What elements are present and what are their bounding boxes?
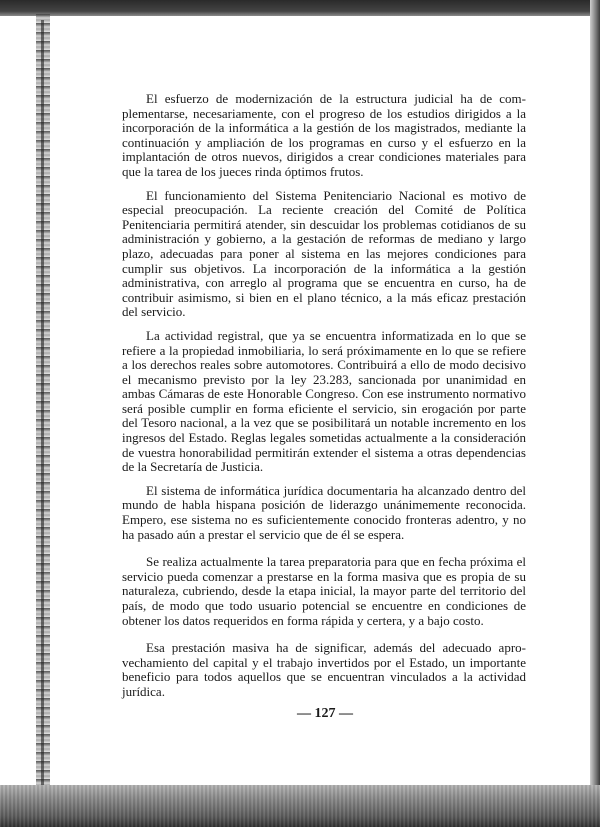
paragraph-preparatory-task: Se realiza actualmente la tarea preparatoria para que en fecha próxima el servicio pueda comenzar a prestarse en la forma masiva que es propia de su naturaleza, cubriendo, desde la etapa inicial, la mayor parte del territorio del país, de modo que todo usuario potencial se encuentre en condiciones de obtener los datos requeridos en forma rápida y certera, y a bajo costo. — [122, 554, 526, 628]
scan-top-border — [0, 0, 600, 16]
page-number: — 127 — — [297, 706, 353, 721]
paragraph-mass-service: Esa prestación masiva ha de significar, además del adecuado aprovechamiento del capital y el trabajo invertidos por el Estado, un importante beneficio para todos aquellos que se encuentran vinculados a la actividad jurídica. — [122, 640, 526, 699]
paragraph-judicial-modernization: El esfuerzo de modernización de la estructura judicial ha de complementarse, necesariamente, con el progreso de los estudios dirigidos a la incorporación de la informática a la gestión de los magistrados, mediante la continuación y ampliación de los programas en curso y el esfuerzo en la implantación de otros nuevos, dirigidos a crear condiciones materiales para que la tarea de los jueces rinda óptimos frutos. — [122, 91, 526, 179]
paragraph-legal-informatics: El sistema de informática jurídica documentaria ha alcanzado dentro del mundo de habla hispana posición de liderazgo unánimemente reconocida. Empero, ese sistema no es suficientemente conocido fronteras adentro, y no ha pasado aún a prestar el servicio que de él se espera. — [122, 482, 526, 542]
scan-right-border — [590, 0, 600, 827]
paragraph-registry-activity: La actividad registral, que ya se encuentra informatizada en lo que se refiere a la propiedad inmobiliaria, lo será próximamente en lo que se refiere a los derechos reales sobre automotores. Contribuirá a ello de modo decisivo el mecanismo previsto por la ley 23.283, sancionada por unanimidad en ambas Cámaras de este Honorable Congreso. Con ese instrumento normativo será posible cumplir en forma eficiente el servicio, sin erogación por parte del Tesoro nacional, a la vez que se posibilitará un notable incremento en los ingresos del Estado. Reglas legales sometidas actualmente a la consideración de vuestra honorabilidad permitirán extender el sistema a otras dependencias de la Secretaría de Justicia. — [122, 327, 526, 475]
scan-left-binding-shadow — [41, 20, 44, 800]
body-text — [122, 92, 526, 709]
scan-bottom-texture — [0, 785, 600, 827]
paragraph-penitentiary-system: El funcionamiento del Sistema Penitenciario Nacional es motivo de especial preocupación. La reciente creación del Comité de Política Penitenciaria permitirá atender, sin descuidar los problemas cotidianos de su administración y gobierno, a la gestación de reformas de mediano y largo plazo, adecuadas para poner al sistema en las mejores condiciones para cumplir sus objetivos. La incorporación de la informática a la gestión administrativa, con arreglo al programa que se encuentra en curso, ha de contribuir asimismo, si bien en el plano técnico, a la más eficaz prestación del servicio. — [122, 187, 526, 320]
